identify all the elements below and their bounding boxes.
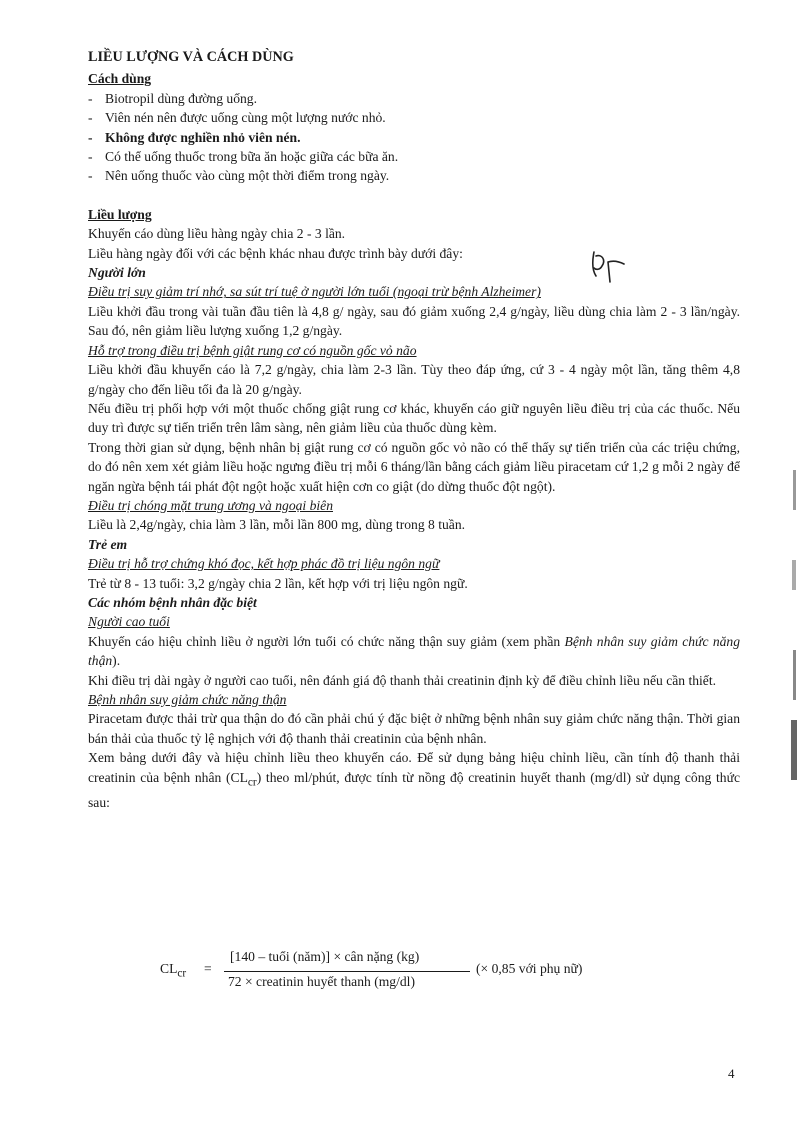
fraction-bar xyxy=(224,971,470,972)
scan-edge-marks xyxy=(787,470,799,790)
page-number: 4 xyxy=(728,1066,735,1081)
paragraph xyxy=(88,632,740,671)
paragraph: Liều khởi đầu trong vài tuần đầu tiên là 4,8 g/ ngày, sau đó giảm xuống 2,4 g/ngày, liều dùng chia làm 2 - 3 lần/ngày. Sau đó, nên giảm liều lượng xuống 1,2 g/ngày. xyxy=(88,303,740,339)
paragraph: Liều hàng ngày đối với các bệnh khác nhau được trình bày dưới đây: xyxy=(88,245,463,261)
paragraph: Piracetam được thải trừ qua thận do đó cần phải chú ý đặc biệt ở những bệnh nhân suy giảm chức năng thận. Thời gian bán thải của thuốc tỷ lệ nghịch với độ thanh thải creatinin của bệnh nhân. xyxy=(88,711,740,746)
paragraph xyxy=(88,748,740,812)
formula-lhs: $CL_{cr}$ xyxy=(160,961,187,980)
list-item: - Nên uống thuốc vào cùng một thời điểm trong ngày. xyxy=(88,166,740,185)
lieu-luong-heading: Liều lượng xyxy=(88,206,152,222)
formula-note: (× 0,85 với phụ nữ) xyxy=(476,961,583,976)
subscript: cr xyxy=(247,776,257,789)
list-item: - Không được nghiền nhỏ viên nén. xyxy=(88,128,740,147)
paragraph: Khuyến cáo dùng liều hàng ngày chia 2 - 3 lần. xyxy=(88,226,346,242)
subheading-tre-em: Trẻ em xyxy=(88,536,128,552)
subsection-title: Điều trị hỗ trợ chứng khó đọc, kết hợp phác đồ trị liệu ngôn ngữ xyxy=(88,556,440,572)
paragraph: Nếu điều trị phối hợp với một thuốc chống giật rung cơ khác, khuyến cáo giữ nguyên liều điều trị của các thuốc. Nếu duy trì được sự tiến triển trên lâm sàng, nên giảm liều của thuốc dùng kèm. xyxy=(88,400,740,436)
document-body xyxy=(88,48,740,812)
subsection-title: Điều trị suy giảm trí nhớ, sa sút trí tuệ ở người lớn tuổi (ngoại trừ bệnh Alzheimer) xyxy=(88,284,541,300)
list-item: - Biotropil dùng đường uống. xyxy=(88,89,740,108)
text-run: ). xyxy=(112,653,121,669)
paragraph: Trong thời gian sử dụng, bệnh nhân bị giật rung cơ có nguồn gốc vỏ não có thể thấy sự tiến triển của các triệu chứng, do đó nên xem xét giảm liều hoặc ngưng điều trị mỗi 6 tháng/lần bằng cách giảm liều piracetam cứ 1,2 g mỗi 2 ngày để ngăn ngừa bệnh tái phát đột ngột hoặc xuất hiện cơn co giật (do dừng thuốc đột ngột). xyxy=(88,439,740,494)
subheading-nguoi-lon: Người lớn xyxy=(88,265,146,281)
list-item: - Có thể uống thuốc trong bữa ăn hoặc giữa các bữa ăn. xyxy=(88,147,740,166)
cross-reference: Bệnh nhân suy giảm chức năng thận xyxy=(88,633,741,669)
formula-equals: = xyxy=(204,961,212,976)
cach-dung-list xyxy=(88,89,740,186)
subsection-title: Bệnh nhân suy giảm chức năng thận xyxy=(88,692,287,707)
list-item: - Viên nén nên được uống cùng một lượng nước nhỏ. xyxy=(88,108,740,127)
subsection-title: Điều trị chóng mặt trung ương và ngoại biên xyxy=(88,497,333,513)
subsection-title: Người cao tuổi xyxy=(88,614,170,630)
handwritten-mark xyxy=(588,248,628,284)
paragraph: Liều khởi đầu khuyến cáo là 7,2 g/ngày, chia làm 2-3 lần. Tùy theo đáp ứng, cứ 3 - 4 ngày một lần, tăng thêm 4,8 g/ngày cho đến liều tối đa là 20 g/ngày. xyxy=(88,362,740,397)
subheading-nhom-dac-biet: Các nhóm bệnh nhân đặc biệt xyxy=(88,594,257,610)
formula-denominator: 72 × creatinin huyết thanh (mg/dl) xyxy=(228,974,415,989)
paragraph: Liều là 2,4g/ngày, chia làm 3 lần, mỗi lần 800 mg, dùng trong 8 tuần. xyxy=(88,517,466,533)
formula-numerator: [140 – tuổi (năm)] × cân nặng (kg) xyxy=(230,949,420,964)
text-run: Xem bảng dưới đây và hiệu chỉnh liều theo khuyến cáo. Để sử dụng bảng hiệu chỉnh liều, cần tính độ thanh thải creatinin của bệnh nhân (CL xyxy=(88,750,740,785)
paragraph: Khi điều trị dài ngày ở người cao tuổi, nên đánh giá độ thanh thải creatinin định kỳ để điều chỉnh liều nếu cần thiết. xyxy=(88,672,717,688)
cach-dung-heading: Cách dùng xyxy=(88,71,152,87)
paragraph: Trẻ từ 8 - 13 tuổi: 3,2 g/ngày chia 2 lần, kết hợp với trị liệu ngôn ngữ. xyxy=(88,575,468,591)
section-title: LIỀU LƯỢNG VÀ CÁCH DÙNG xyxy=(88,49,294,65)
subsection-title: Hỗ trợ trong điều trị bệnh giật rung cơ có nguồn gốc vỏ não xyxy=(88,342,417,358)
text-run: Khuyến cáo hiệu chỉnh liều ở người lớn tuổi có chức năng thận suy giảm (xem phần xyxy=(88,633,565,649)
text-run: ) theo ml/phút, được tính từ nồng độ creatinin huyết thanh (mg/dl) sử dụng công thức sau: xyxy=(88,769,740,810)
